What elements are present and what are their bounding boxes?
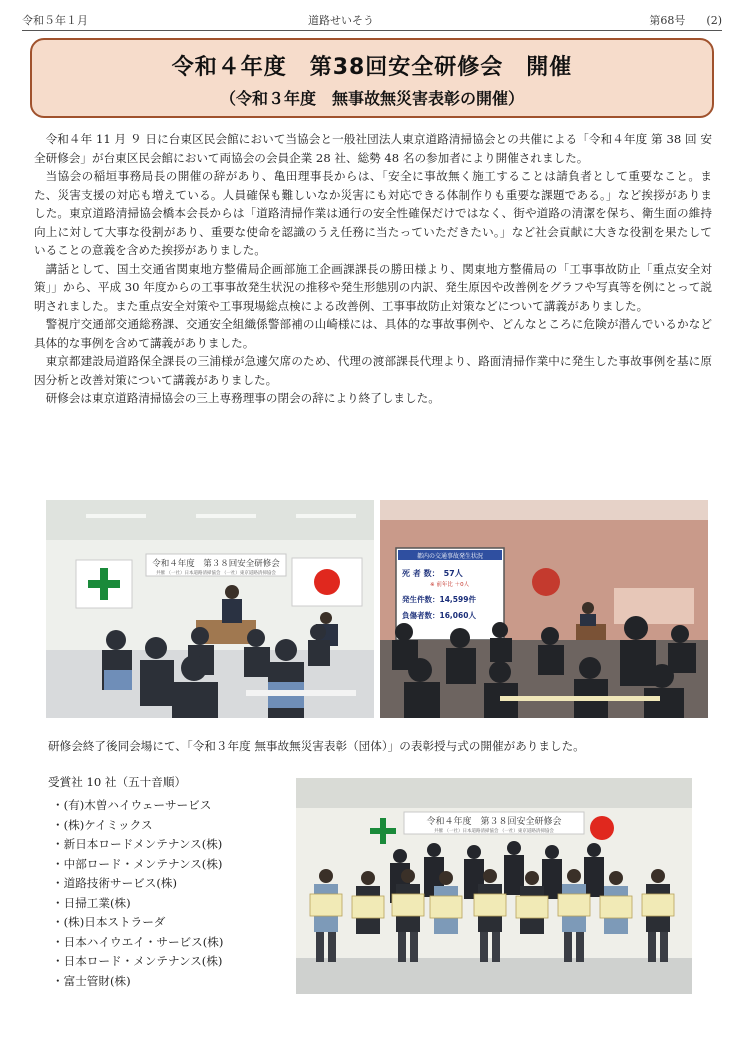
body-paragraph: 研修会は東京道路清掃協会の三上専務理事の閉会の辞により終了しました。 — [45, 391, 440, 405]
japan-flag-icon — [314, 569, 340, 595]
award-company: ・ (株)ケイミックス — [52, 816, 223, 836]
seminar-audience-illustration — [46, 500, 374, 718]
projector-screen — [396, 548, 504, 640]
header-issue — [649, 12, 722, 28]
award-company: ・ 日本ハイウエイ・サービス(株) — [52, 933, 223, 953]
award-company-list — [52, 796, 223, 991]
award-group-illustration — [296, 778, 692, 994]
header-issue-number: 第68号 — [649, 14, 686, 27]
screen-line2: ※ 前年比 ＋0人 — [430, 582, 470, 588]
article-body — [34, 130, 712, 408]
header-date: 令和５年１月 — [22, 14, 88, 27]
lecture-screen-illustration — [380, 500, 708, 718]
award-company: ・ 日本ロード・メンテナンス(株) — [52, 952, 223, 972]
body-paragraph: 当協会の稲垣事務局長の開催の辞があり、亀田理事長からは、「安全に事故無く施工することは請負者として重要なこと。また、災害支援の対応も増えている。人員確保も難しいなか災害にも対応できる体制作りも重要な課題である。」など挨拶がありました。東京道路清掃協会橋本会長からは「道路清掃作業は通行の安全性確保だけではなく、街や道路の清潔を保ち、衛生面の維持向上に対して大事な役割があり、重要な使命を認識のうえ任務に当たっていただきたい。」など社会貢献に大きな役割を果たしていることの意義を含めた挨拶がありました。 — [34, 169, 712, 257]
photo1-banner: 令和４年度 第３８回安全研修会 — [152, 559, 280, 569]
page-header — [22, 12, 722, 30]
award-company: ・ 富士管財(株) — [52, 972, 223, 992]
body-paragraph: 講話として、国土交通省関東地方整備局企画部施工企画課課長の勝田様より、関東地方整備局の「工事事故防止「重点安全対策」」から、平成 30 年度からの工事事故発生状況の推移や発生形態別の内訳、発生原因や改善例をグラフや写真等を例にとって説明されました。また重点安全対策や工事現場総点検による改善例、工事事故防止対策などについて講義がありました。 — [34, 261, 712, 313]
body-paragraph: 令和４年 11 月 ９ 日に台東区民会館において当協会と一般社団法人東京道路清掃協会との共催による「令和４年度 第 38 回 安全研修会」が台東区民会館において両協会の会員企業 28 社、総勢 48 名の参加者により開催されました。 — [34, 132, 712, 165]
award-list-title: 受賞社 10 社（五十音順） — [48, 775, 187, 789]
seminar-audience-photo — [46, 500, 374, 718]
award-certificates — [310, 894, 674, 918]
header-publication: 道路せいそう — [308, 14, 374, 27]
award-company: ・ (有)木曽ハイウェーサービス — [52, 796, 223, 816]
header-divider — [22, 30, 722, 31]
article-title-box — [30, 38, 714, 118]
article-subtitle: （令和３年度 無事故無災害表彰の開催） — [219, 89, 524, 108]
photo3-banner-sub: 共催 （一社）日本道路清掃協会 （一社）東京道路清掃協会 — [434, 829, 554, 834]
award-group-photo — [296, 778, 692, 994]
header-page-number: (2) — [706, 14, 722, 27]
photo3-banner: 令和４年度 第３８回安全研修会 — [426, 817, 562, 827]
award-company: ・ 新日本ロードメンテナンス(株) — [52, 835, 223, 855]
screen-line1: 死 者 数： 57人 — [402, 569, 463, 578]
award-company: ・ 道路技術サービス(株) — [52, 874, 223, 894]
japan-flag-icon — [590, 816, 614, 840]
award-company: ・ 中部ロード・メンテナンス(株) — [52, 855, 223, 875]
award-company: ・ 日掃工業(株) — [52, 894, 223, 914]
photo1-banner-sub: 共催 （一社）日本道路清掃協会 （一社）東京道路清掃協会 — [156, 571, 276, 576]
screen-line4: 負傷者数：16,060人 — [402, 611, 476, 620]
body-paragraph: 東京都建設局道路保全課長の三浦様が急遽欠席のため、代理の渡部課長代理より、路面清掃作業中に発生した事故事例を基に原因分析と改善対策について講義がありました。 — [34, 354, 712, 387]
award-company: ・ (株)日本ストラーダ — [52, 913, 223, 933]
screen-line3: 発生件数：14,599件 — [402, 595, 476, 604]
lecture-screen-photo — [380, 500, 708, 718]
article-title: 令和４年度 第38回安全研修会 開催 — [171, 55, 573, 80]
screen-title: 都内の交通事故発生状況 — [416, 553, 484, 560]
award-caption: 研修会終了後同会場にて、「令和３年度 無事故無災害表彰（団体）」の表彰授与式の開催がありました。 — [48, 739, 585, 753]
body-paragraph: 警視庁交通部交通総務課、交通安全組織係警部補の山崎様には、具体的な事故事例や、どんなところに危険が潜んでいるかなど具体的な事例を含めて講義がありました。 — [34, 317, 712, 350]
